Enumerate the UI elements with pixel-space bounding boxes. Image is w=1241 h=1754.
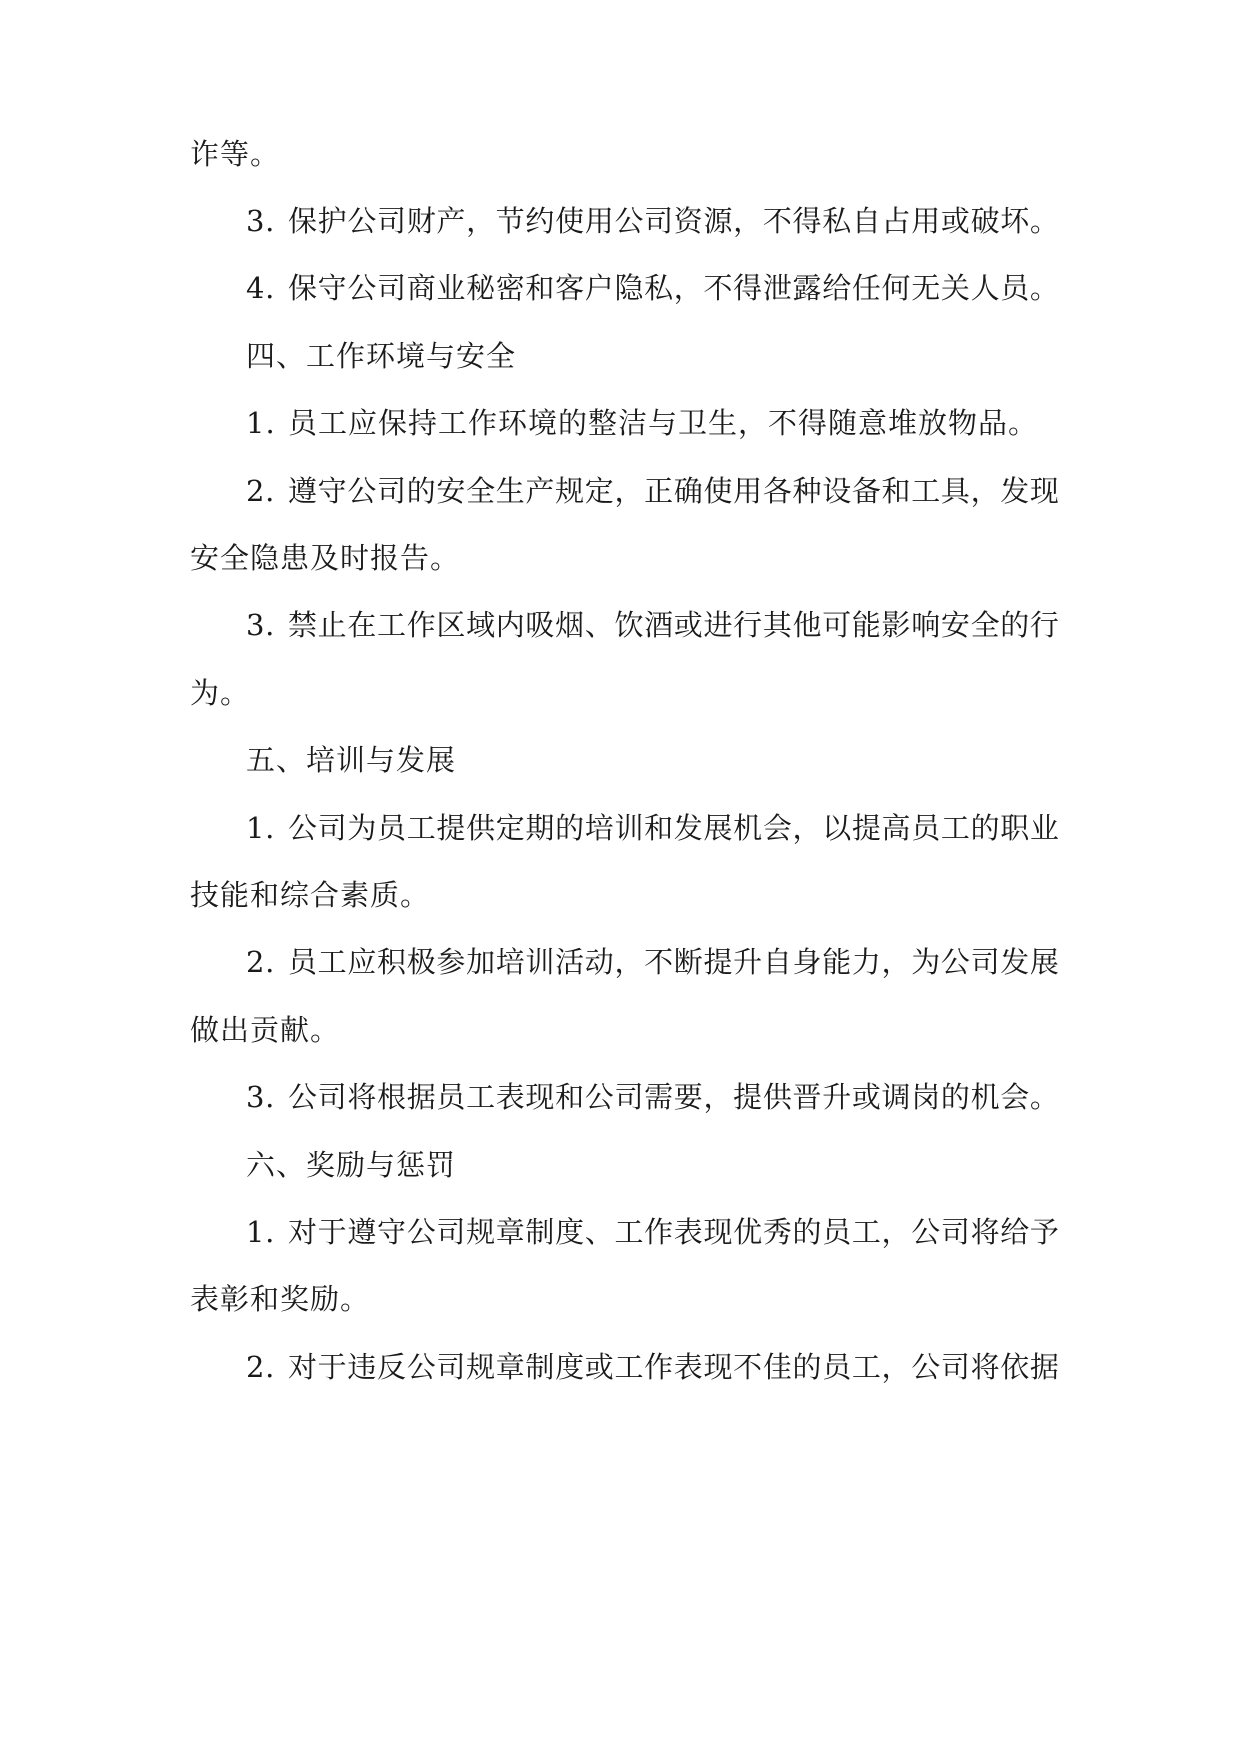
list-item-2: [246, 1347, 1116, 1387]
line-text: 公司为员工提供定期的培训和发展机会，以提高员工的职业: [288, 811, 1060, 845]
line-text: 保守公司商业秘密和客户隐私，不得泄露给任何无关人员。: [288, 271, 1060, 305]
line-text: 员工应保持工作环境的整洁与卫生，不得随意堆放物品。: [288, 406, 1039, 440]
list-item-1: [246, 808, 1116, 848]
line-text: 为。: [190, 676, 251, 710]
line-text: 做出贡献。: [190, 1013, 341, 1047]
list-number: 2.: [246, 1350, 276, 1384]
paragraph-continuation: [190, 1010, 1060, 1050]
list-item-2: [246, 942, 1116, 982]
list-number: 3.: [246, 1080, 276, 1114]
list-item-3: [246, 1077, 1116, 1117]
line-text: 保护公司财产，节约使用公司资源，不得私自占用或破坏。: [288, 204, 1060, 238]
line-text: 对于遵守公司规章制度、工作表现优秀的员工，公司将给予: [288, 1215, 1060, 1249]
list-number: 2.: [246, 474, 276, 508]
list-item-3: [246, 201, 1116, 241]
line-text: 技能和综合素质。: [190, 878, 431, 912]
heading-text: 五、培训与发展: [246, 743, 457, 777]
list-number: 1.: [246, 1215, 276, 1249]
list-number: 3.: [246, 204, 276, 238]
list-item-1: [246, 1212, 1116, 1252]
list-item-4: [246, 268, 1116, 308]
heading-text: 四、工作环境与安全: [246, 339, 517, 373]
line-text: 禁止在工作区域内吸烟、饮酒或进行其他可能影响安全的行: [288, 608, 1060, 642]
line-text: 遵守公司的安全生产规定，正确使用各种设备和工具，发现: [288, 474, 1060, 508]
line-text: 表彰和奖励。: [190, 1282, 371, 1316]
section-heading-5: [246, 740, 1116, 780]
list-item-2: [246, 471, 1116, 511]
line-text: 员工应积极参加培训活动，不断提升自身能力，为公司发展: [288, 945, 1060, 979]
section-heading-4: [246, 336, 1116, 376]
list-item-1: [246, 403, 1116, 443]
line-text: 诈等。: [190, 137, 281, 171]
line-text: 公司将根据员工表现和公司需要，提供晋升或调岗的机会。: [288, 1080, 1060, 1114]
section-heading-6: [246, 1145, 1116, 1185]
paragraph-continuation: [190, 134, 1060, 174]
list-number: 2.: [246, 945, 276, 979]
list-number: 3.: [246, 608, 276, 642]
paragraph-continuation: [190, 538, 1060, 578]
line-text: 安全隐患及时报告。: [190, 541, 461, 575]
heading-text: 六、奖励与惩罚: [246, 1148, 457, 1182]
paragraph-continuation: [190, 875, 1060, 915]
paragraph-continuation: [190, 1279, 1060, 1319]
list-number: 4.: [246, 271, 276, 305]
list-number: 1.: [246, 811, 276, 845]
paragraph-continuation: [190, 673, 1060, 713]
list-number: 1.: [246, 406, 276, 440]
line-text: 对于违反公司规章制度或工作表现不佳的员工，公司将依据: [288, 1350, 1060, 1384]
list-item-3: [246, 605, 1116, 645]
